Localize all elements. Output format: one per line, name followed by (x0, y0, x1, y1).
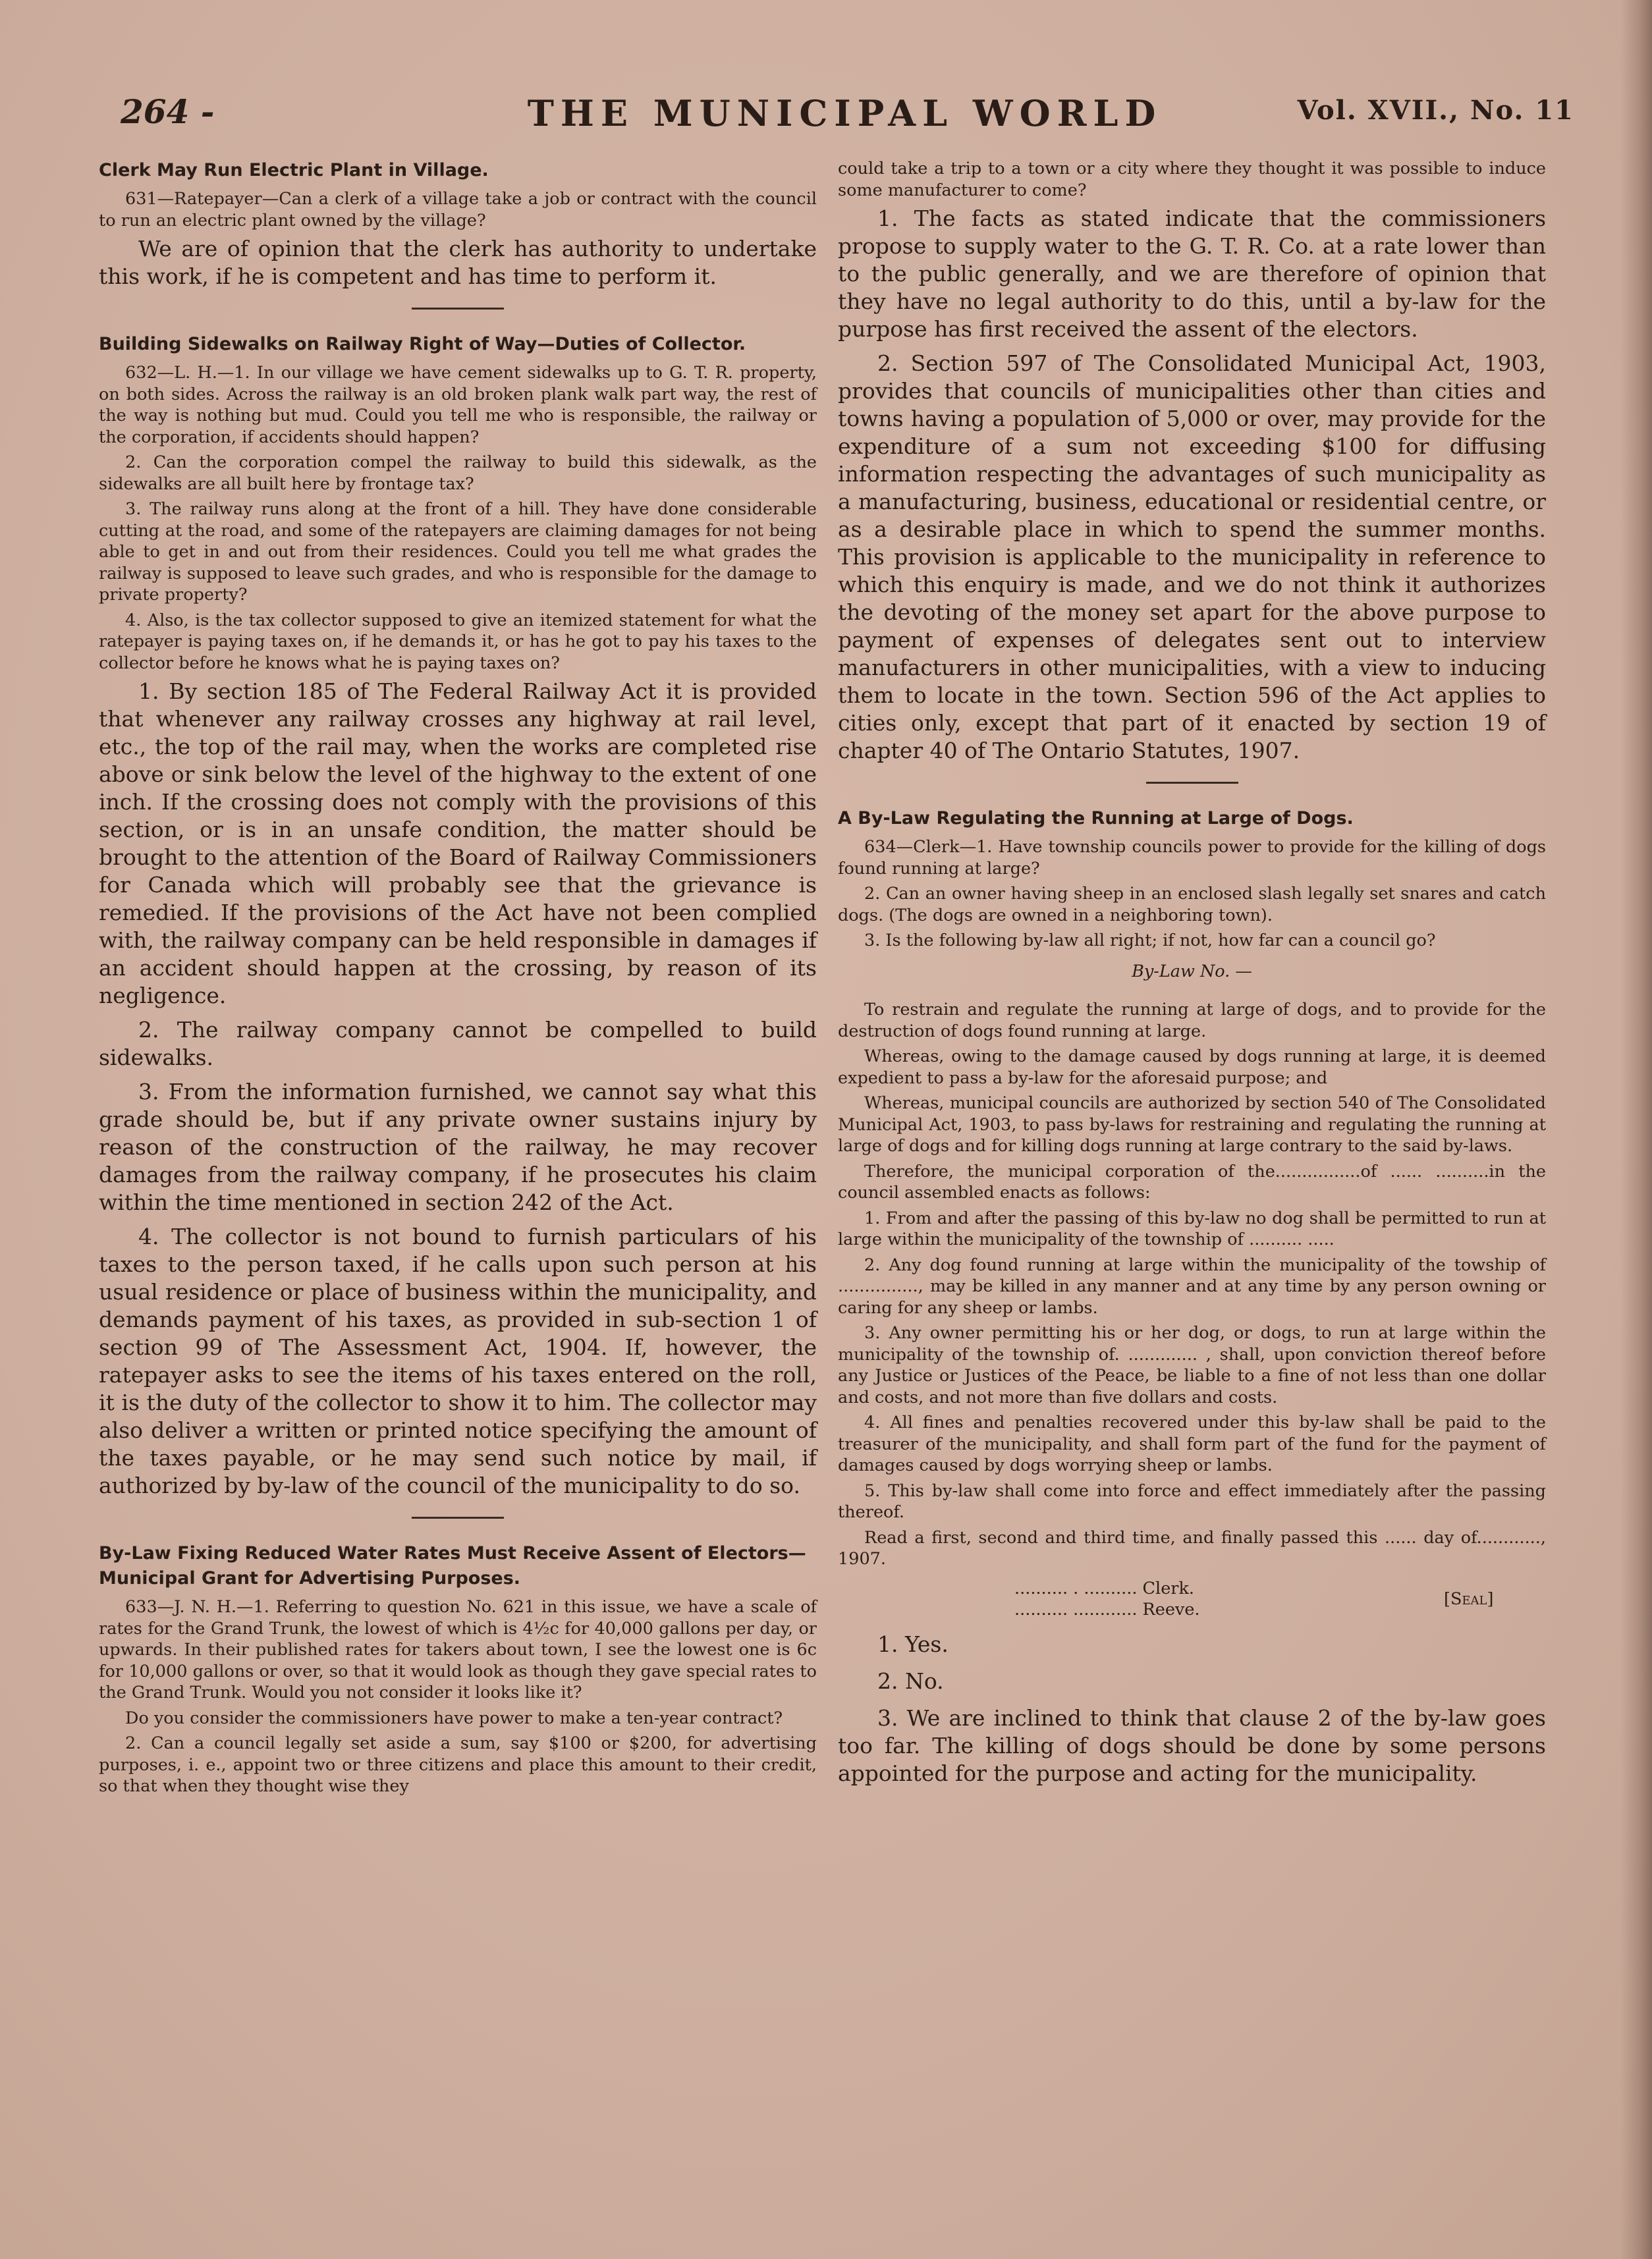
bylaw-paragraph: Therefore, the municipal corporation of the................of ...... ..........in the council assembled enacts as follows: (838, 1161, 1546, 1203)
heading-633: By-Law Fixing Reduced Water Rates Must Receive Assent of Electors—Municipal Grant for Advertising Purposes. (99, 1543, 806, 1589)
heading-634: A By-Law Regulating the Running at Large of Dogs. (838, 808, 1354, 829)
question-634-3: 3. Is the following by-law all right; if not, how far can a council go? (864, 931, 1436, 950)
answer-634-1: 1. Yes. (877, 1631, 949, 1657)
question-632-1: 632—L. H.—1. In our village we have cement sidewalks up to G. T. R. property, on both sides. Across the railway is an old broken plank walk part way, the rest of the way is nothing but mud. Could you tell me who is responsible, the railway or the corporation, if accidents should happen? (99, 363, 817, 447)
bylaw-clause-3: 3. Any owner permitting his or her dog, or dogs, to run at large within the municipality of the township of. ............. , shall, upon conviction thereof before any Justice or Justices of the Peace, be liable to a fine of not less than one dollar and costs, and not more than five dollars and costs. (838, 1323, 1546, 1407)
question-633-continued: could take a trip to a town or a city where they thought it was possible to induce some manufacturer to come? (838, 159, 1546, 200)
question-632-3: 3. The railway runs along at the front of a hill. They have done considerable cutting at the road, and some of the ratepayers are claiming damages for not being able to get in and out from their residences. Could you tell me what grades the railway is supposed to leave such grades, and who is responsible for the damage to private property? (99, 499, 817, 605)
question-631: 631—Ratepayer—Can a clerk of a village take a job or contract with the council to run an electric plant owned by the village? (99, 189, 817, 231)
section-divider (412, 308, 504, 310)
volume-number: Vol. XVII., No. 11 (1297, 95, 1574, 126)
heading-631: Clerk May Run Electric Plant in Village. (99, 160, 489, 180)
page-spine-shadow (1620, 0, 1652, 2259)
signature-clerk: .......... . .......... Clerk. (1014, 1578, 1195, 1598)
answer-632-4: 4. The collector is not bound to furnish particulars of his taxes to the person taxed, if he calls upon such person at his usual residence or place of business within the municipality, and demands payment of his taxes, as provided in sub-section 1 of section 99 of The Assessment Act, 1904. If, however, the ratepayer asks to see the items of his taxes entered on the roll, it is the duty of the collector to show it to him. The collector may also deliver a written or printed notice specifying the amount of the taxes payable, or he may send such notice by mail, if authorized by by-law of the council of the municipality to do so. (99, 1224, 817, 1498)
section-divider (1146, 782, 1238, 784)
question-633-1: 633—J. N. H.—1. Referring to question No. 621 in this issue, we have a scale of rates for the Grand Trunk, the lowest of which is 4½c for 40,000 gallons per day, or upwards. In their published rates for takers about town, I see the lowest one is 6c for 10,000 gallons or over, so that it would look as though they gave special rates to the Grand Trunk. Would you not consider it looks like it? (99, 1597, 817, 1702)
answer-631: We are of opinion that the clerk has authority to undertake this work, if he is competent and has time to perform it. (99, 236, 817, 289)
question-633-2: 2. Can a council legally set aside a sum, say $100 or $200, for advertising purposes, i. e., appoint two or three citizens and place this amount to their credit, so that when they thought wise they (99, 1733, 817, 1796)
question-633-contract: Do you consider the commissioners have power to make a ten-year contract? (125, 1708, 783, 1728)
question-634-2: 2. Can an owner having sheep in an enclosed slash legally set snares and catch dogs. (The dogs are owned in a neighboring town). (838, 884, 1546, 925)
answer-632-1: 1. By section 185 of The Federal Railway Act it is provided that whenever any railway crosses any highway at rail level, etc., the top of the rail may, when the works are completed rise above or sink below the level of the highway to the extent of one inch. If the crossing does not comply with the provisions of this section, or is in an unsafe condition, the matter should be brought to the attention of the Board of Railway Commissioners for Canada which will probably see that the grievance is remedied. If the provisions of the Act have not been complied with, the railway company can be held responsible in damages if an accident should happen at the crossing, by reason of its negligence. (99, 678, 817, 1008)
answer-634-2: 2. No. (877, 1668, 944, 1694)
answer-634-3: 3. We are inclined to think that clause 2 of the by-law goes too far. The killing of dogs should be done by some persons appointed for the purpose and acting for the municipality. (838, 1704, 1546, 1786)
question-634-1: 634—Clerk—1. Have township councils power to provide for the killing of dogs found running at large? (838, 837, 1546, 879)
bylaw-title: By-Law No. — (1132, 961, 1252, 981)
bylaw-clause-2: 2. Any dog found running at large within the municipality of the towship of ..............., may be killed in any manner and at any time by any person owning or caring for any sheep or lambs. (838, 1255, 1546, 1318)
signature-block (838, 1578, 1546, 1623)
right-column (838, 158, 1546, 1794)
heading-632: Building Sidewalks on Railway Right of Way—Duties of Collector. (99, 334, 746, 354)
signature-reeve: .......... ............ Reeve. (1014, 1599, 1200, 1619)
question-632-4: 4. Also, is the tax collector supposed to give an itemized statement for what the ratepayer is paying taxes on, if he demands it, or has he got to pay his taxes to the collector before he knows what he is paying taxes on? (99, 610, 817, 673)
bylaw-paragraph: Whereas, owing to the damage caused by dogs running at large, it is deemed expedient to pass a by-law for the aforesaid purpose; and (838, 1047, 1546, 1088)
answer-632-3: 3. From the information furnished, we cannot say what this grade should be, but if any private owner sustains injury by reason of the construction of the railway, he may recover damages from the railway company, if he prosecutes his claim within the time mentioned in section 242 of the Act. (99, 1079, 817, 1215)
answer-633-1: 1. The facts as stated indicate that the commissioners propose to supply water to the G. T. R. Co. at a rate lower than to the public generally, and we are therefore of opinion that they have no legal authority to do this, until a by-law for the purpose has first received the assent of the electors. (838, 205, 1546, 342)
seal-label: [Seal] (1444, 1589, 1494, 1609)
question-632-2: 2. Can the corporation compel the railway to build this sidewalk, as the sidewalks are all built here by frontage tax? (99, 452, 817, 494)
left-column (99, 158, 817, 1801)
publication-title: THE MUNICIPAL WORLD (527, 92, 1163, 134)
bylaw-readings: Read a first, second and third time, and finally passed this ...... day of............, 1907. (838, 1527, 1546, 1569)
answer-633-2: 2. Section 597 of The Consolidated Municipal Act, 1903, provides that councils of municipalities other than cities and towns having a population of 5,000 or over, may provide for the expenditure of a sum not exceeding $100 for diffusing information respecting the advantages of such municipality as a manufacturing, business, educational or residential centre, or as a desirable place in which to spend the summer months. This provision is applicable to the municipality in reference to which this enquiry is made, and we do not think it authorizes the devoting of the money set apart for the above purpose to payment of expenses of delegates sent out to interview manufacturers in other municipalities, with a view to inducing them to locate in the town. Section 596 of the Act applies to cities only, except that part of it enacted by section 19 of chapter 40 of The Ontario Statutes, 1907. (838, 350, 1546, 763)
bylaw-clause-5: 5. This by-law shall come into force and effect immediately after the passing thereof. (838, 1481, 1546, 1522)
bylaw-clause-1: 1. From and after the passing of this by-law no dog shall be permitted to run at large within the municipality of the township of .......... ..... (838, 1208, 1546, 1249)
bylaw-paragraph: To restrain and regulate the running at large of dogs, and to provide for the destruction of dogs found running at large. (838, 1000, 1546, 1041)
page-number: 264 - (121, 92, 215, 131)
bylaw-paragraph: Whereas, municipal councils are authorized by section 540 of The Consolidated Municipal Act, 1903, to pass by-laws for restraining and regulating the running at large of dogs and for killing dogs running at large contrary to the said by-laws. (838, 1093, 1546, 1156)
section-divider (412, 1517, 504, 1519)
bylaw-clause-4: 4. All fines and penalties recovered under this by-law shall be paid to the treasurer of the municipality, and shall form part of the fund for the payment of damages caused by dogs worrying sheep or lambs. (838, 1413, 1546, 1475)
answer-632-2: 2. The railway company cannot be compelled to build sidewalks. (99, 1017, 817, 1070)
page-header (115, 92, 1574, 145)
